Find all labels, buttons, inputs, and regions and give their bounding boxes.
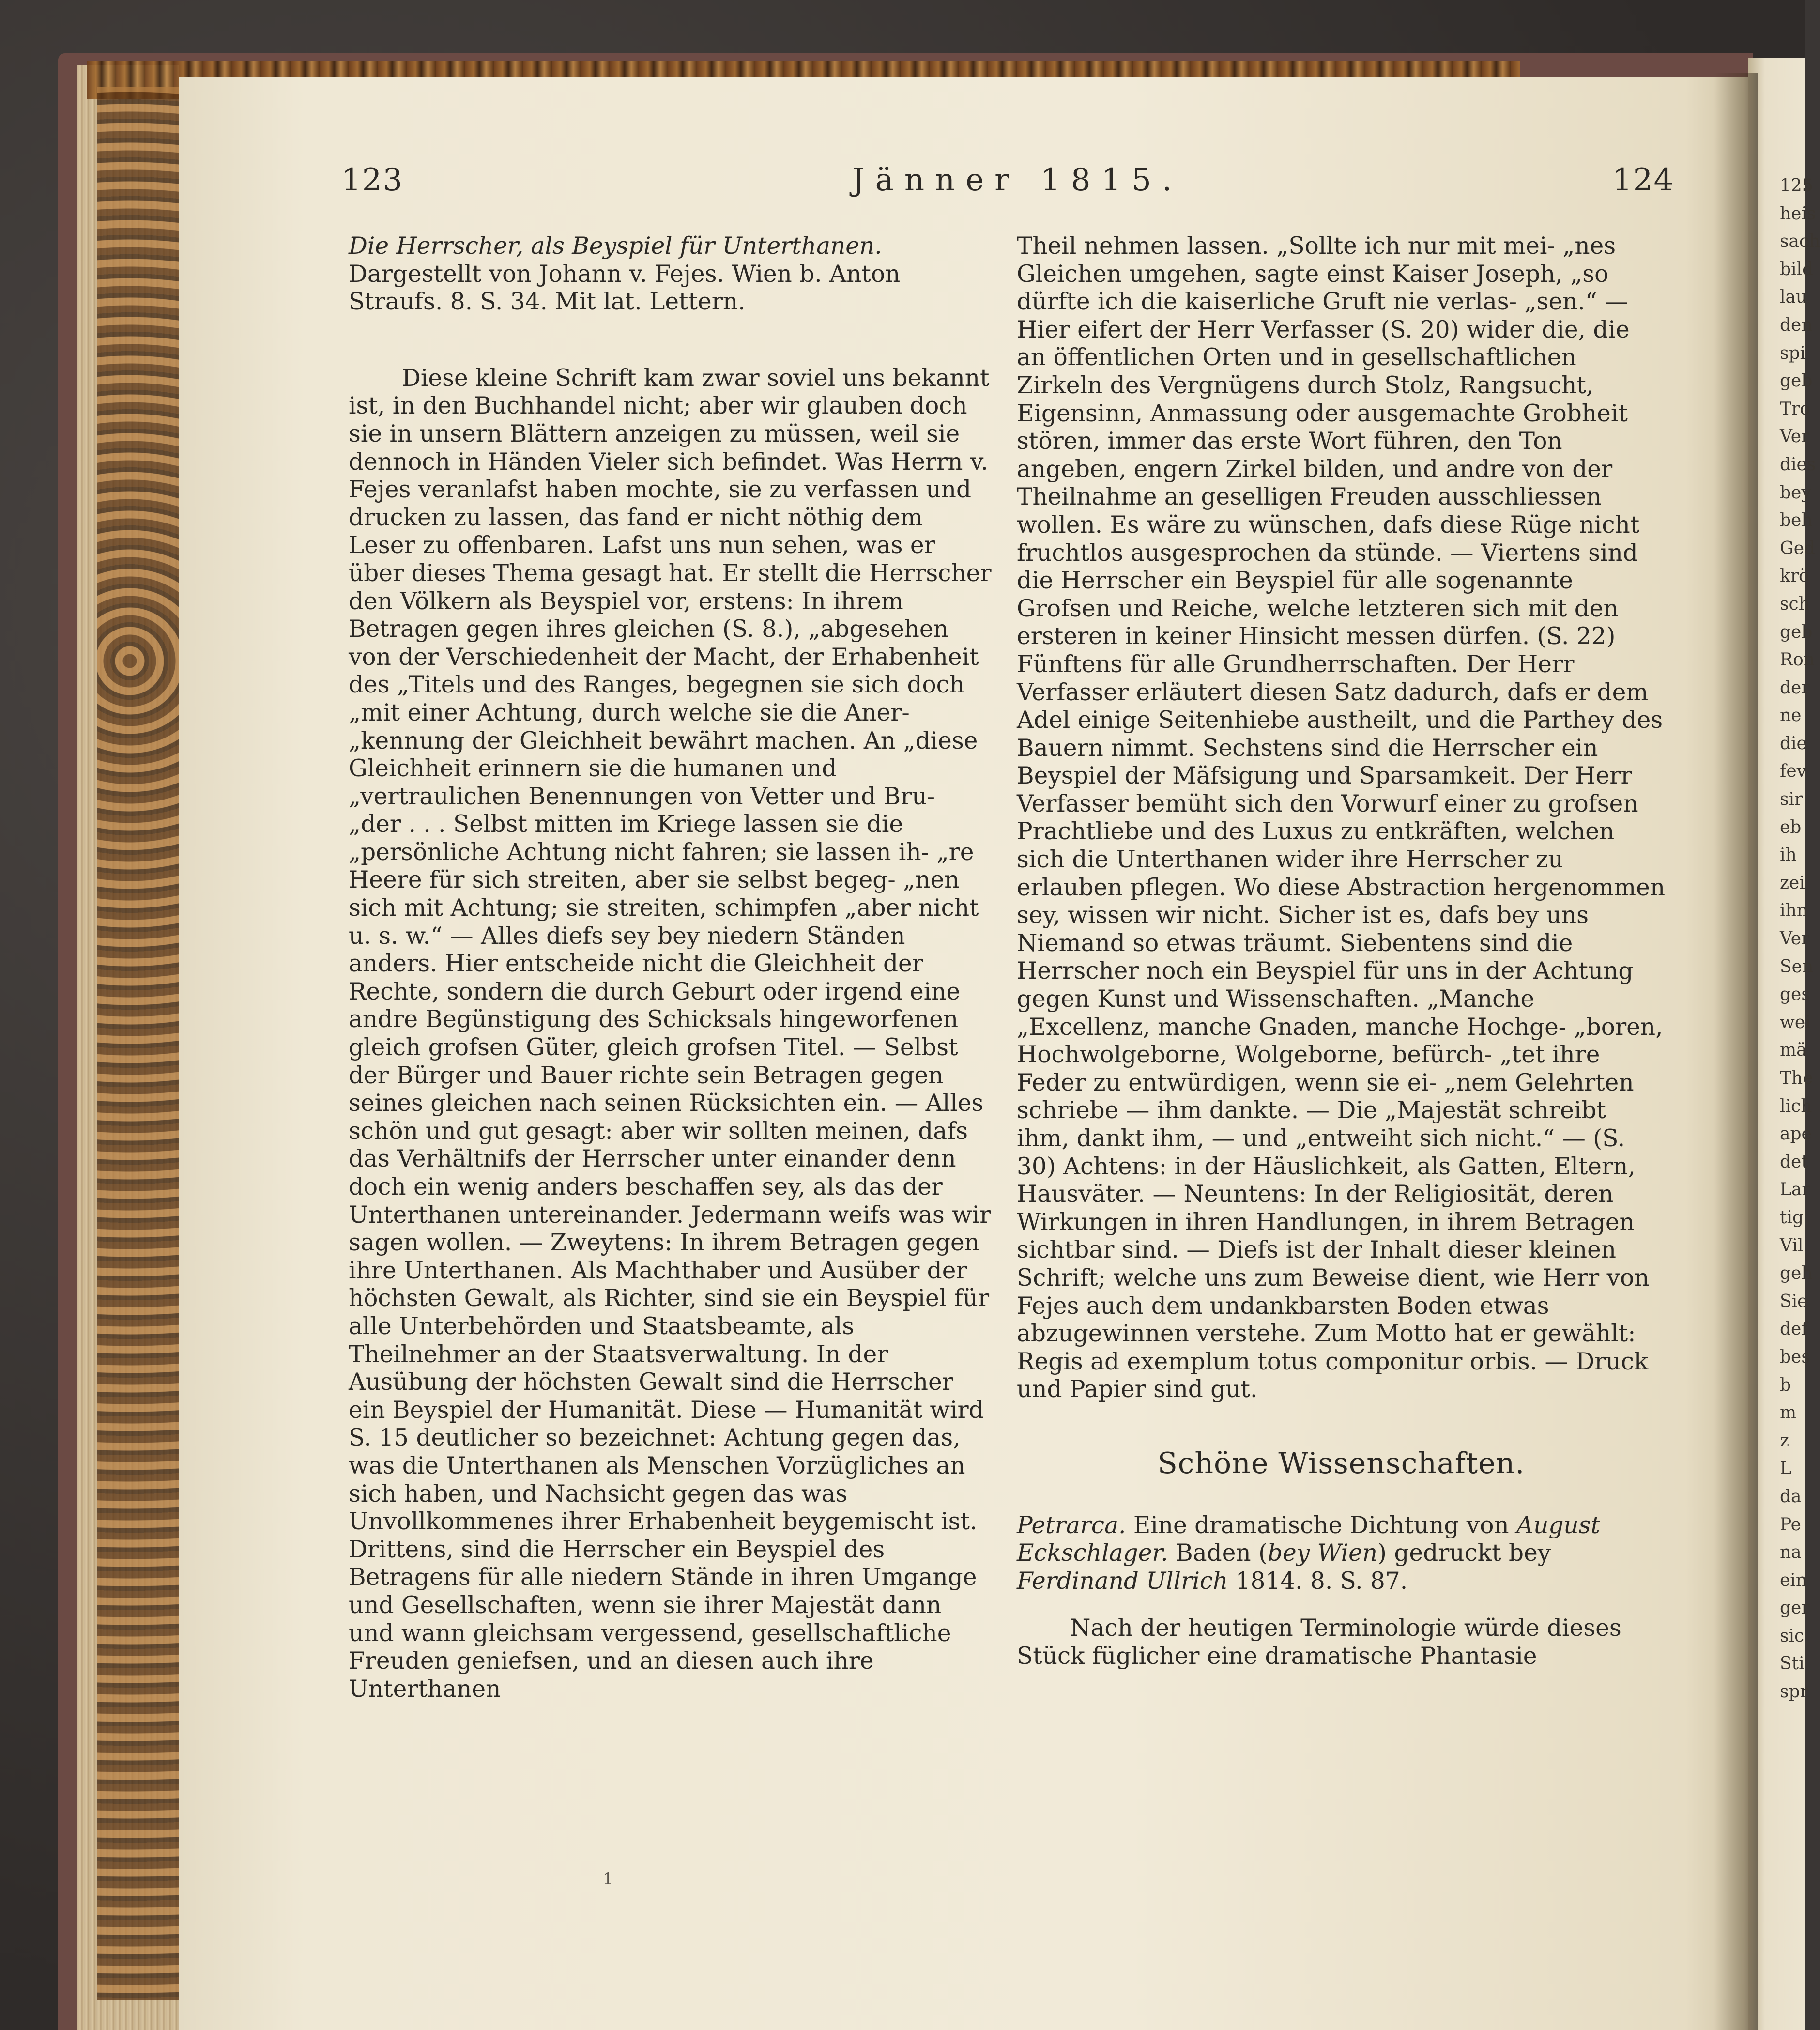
adjacent-line-fragment: z	[1780, 1430, 1789, 1451]
adjacent-line-fragment: da	[1780, 1486, 1802, 1507]
adjacent-line-fragment: det	[1780, 1152, 1808, 1172]
adjacent-line-fragment: tig	[1780, 1207, 1804, 1228]
spine-shadow	[1714, 73, 1758, 2030]
adjacent-line-fragment: geb	[1780, 371, 1813, 391]
adjacent-line-fragment: sir	[1780, 789, 1803, 810]
adjacent-line-fragment: lau	[1780, 287, 1807, 308]
left-column	[349, 232, 993, 1703]
adjacent-line-fragment: bild	[1780, 259, 1814, 279]
section-heading: Schöne Wissenschaften.	[1157, 1446, 1525, 1480]
adjacent-line-fragment: beh	[1780, 510, 1813, 531]
adjacent-line-fragment: Ver	[1780, 427, 1810, 447]
adjacent-line-fragment: sach	[1780, 231, 1820, 252]
adjacent-line-fragment: wei	[1780, 1012, 1811, 1032]
adjacent-line-fragment: ein	[1780, 1570, 1807, 1590]
adjacent-line-fragment: krö	[1780, 566, 1809, 586]
adjacent-line-fragment: Sie	[1780, 1291, 1808, 1311]
adjacent-line-fragment: lich	[1780, 1096, 1812, 1116]
adjacent-page-text	[1780, 172, 1820, 1706]
entry2-heading: Petrarca. Eine dramatische Dichtung von August Eckschlager. Baden (bey Wien) gedruckt bey Ferdinand Ullrich 1814. 8. S. 87.	[1017, 1511, 1600, 1595]
adjacent-line-fragment: bes	[1780, 1347, 1810, 1367]
marbled-edge-left	[97, 87, 179, 2000]
adjacent-line-fragment: geh	[1780, 1263, 1813, 1284]
adjacent-line-fragment: m	[1780, 1403, 1797, 1423]
adjacent-line-fragment: L	[1780, 1459, 1791, 1479]
adjacent-line-fragment: die	[1780, 733, 1807, 754]
adjacent-line-fragment: bey	[1780, 482, 1811, 503]
adjacent-line-fragment: ih	[1780, 845, 1797, 865]
adjacent-line-fragment: ihn	[1780, 901, 1808, 921]
adjacent-line-fragment: b	[1780, 1375, 1791, 1395]
adjacent-line-fragment: ger	[1780, 1598, 1810, 1618]
adjacent-line-fragment: sic	[1780, 1626, 1805, 1646]
adjacent-line-fragment: spi	[1780, 343, 1806, 363]
adjacent-line-fragment: Lar	[1780, 1180, 1810, 1200]
adjacent-line-fragment: Ged	[1780, 538, 1816, 558]
entry2-printer: Ferdinand Ullrich	[1017, 1567, 1228, 1595]
adjacent-line-fragment: Vil	[1780, 1235, 1804, 1256]
right-page-number: 124	[1612, 162, 1675, 198]
adjacent-line-fragment: Ver	[1780, 929, 1810, 949]
right-column	[1017, 232, 1666, 1671]
adjacent-line-fragment: spr	[1780, 1682, 1808, 1702]
adjacent-line-fragment: eb	[1780, 817, 1802, 837]
review-body: Diese kleine Schrift kam zwar soviel uns bekannt ist, in den Buchhandel nicht; aber wir glauben doch sie in unsern Blättern anzeigen zu müssen, weil sie dennoch in Händen Vieler sich befindet. Was Herrn v. Fejes veranlafst haben mochte, sie zu verfassen und drucken zu lassen, das fand er nicht nöthig dem Leser zu offenbaren. Lafst uns nun sehen, was er über dieses Thema gesagt hat. Er stellt die Herrscher den Völkern als Beyspiel vor, erstens: In ihrem Betragen gegen ihres gleichen (S. 8.), „abgesehen von der Verschiedenheit der Macht, der Erhabenheit des „Titels und des Ranges, begegnen sie sich doch „mit einer Achtung, durch welche sie die Aner- „kennung der Gleichheit bewährt machen. An „diese Gleichheit erinnern sie die humanen und „vertraulichen Benennungen von Vetter und Bru- „der . . . Selbst mitten im Kriege lassen sie die „persönliche Achtung nicht fahren; sie lassen ih- „re Heere für sich streiten, aber sie selbst begeg- „nen sich mit Achtung; sie streiten, schimpfen „aber nicht u. s. w.“ — Alles diefs sey bey niedern Ständen anders. Hier entscheide nicht die Gleichheit der Rechte, sondern die durch Geburt oder irgend eine andre Begünstigung des Schicksals hingeworfenen gleich grofsen Güter, gleich grofsen Titel. — Selbst der Bürger und Bauer richte sein Betragen gegen seines gleichen nach seinen Rücksichten ein. — Alles schön und gut gesagt: aber wir sollten meinen, dafs das Verhältnifs der Herrscher unter einander denn doch ein wenig anders beschaffen sey, als das der Unterthanen untereinander. Jedermann weifs was wir sagen wollen. — Zweytens: In ihrem Betragen gegen ihre Unterthanen. Als Machthaber und Ausüber der höchsten Gewalt, als Richter, sind sie ein Beyspiel für alle Unterbehörden und Staatsbeamte, als Theilnehmer an der Staatsverwaltung. In der Ausübung der höchsten Gewalt sind die Herrscher ein Beyspiel der Humanität. Diese — Humanität wird S. 15 deutlicher so bezeichnet: Achtung gegen das, was die Unterthanen als Menschen Vorzügliches an sich haben, und Nachsicht gegen das was Unvollkommenes ihrer Erhabenheit beygemischt ist. Drittens, sind die Herrscher ein Beyspiel des Betragens für alle niedern Stände in ihren Umgange und Gesellschaften, wenn sie ihrer Majestät dann und wann gleichsam vergessend, gesellschaftliche Freuden geniefsen, und an diesen auch ihre Unterthanen	[349, 364, 992, 1703]
running-title: Jänner 1815.	[852, 162, 1183, 198]
adjacent-line-fragment: Pe	[1780, 1514, 1801, 1535]
adjacent-line-fragment: dies	[1780, 454, 1816, 475]
adjacent-line-fragment: fev	[1780, 761, 1806, 782]
entry-title: Die Herrscher, als Beyspiel für Unterthanen.	[349, 232, 882, 260]
signature-mark: 1	[603, 1869, 613, 1889]
adjacent-line-fragment: den	[1780, 315, 1813, 335]
adjacent-line-fragment: sch	[1780, 594, 1810, 614]
adjacent-line-fragment: der	[1780, 677, 1810, 698]
adjacent-line-fragment: Sti	[1780, 1654, 1805, 1674]
adjacent-line-fragment: heis	[1780, 203, 1816, 224]
entry-citation: Dargestellt von Johann v. Fejes. Wien b. Anton Straufs. 8. S. 34. Mit lat. Lettern.	[349, 260, 901, 316]
adjacent-line-fragment: Tro	[1780, 399, 1810, 419]
left-page-number: 123	[341, 162, 404, 198]
entry-heading	[349, 232, 993, 316]
adjacent-line-fragment: ne	[1780, 706, 1802, 726]
adjacent-line-fragment: 125	[1780, 176, 1813, 196]
adjacent-line-fragment: ges	[1780, 984, 1810, 1005]
entry2-author: August Eckschlager.	[1017, 1511, 1600, 1567]
entry2-body: Nach der heutigen Terminologie würde dieses Stück füglicher eine dramatische Phantasie	[1017, 1615, 1621, 1670]
adjacent-line-fragment: mä	[1780, 1040, 1807, 1061]
adjacent-line-fragment: Ron	[1780, 650, 1815, 670]
adjacent-line-fragment: ape	[1780, 1124, 1812, 1144]
entry2-place: bey Wien	[1268, 1539, 1378, 1567]
adjacent-line-fragment: geb	[1780, 622, 1813, 642]
adjacent-line-fragment: The	[1780, 1068, 1813, 1088]
adjacent-line-fragment: zei	[1780, 873, 1805, 893]
adjacent-line-fragment: Sen	[1780, 956, 1814, 977]
adjacent-line-fragment: na	[1780, 1542, 1802, 1563]
review-body-continued: Theil nehmen lassen. „Sollte ich nur mit mei- „nes Gleichen umgehen, sagte einst Kaiser Joseph, „so dürfte ich die kaiserliche Gruft nie verlas- „sen.“ — Hier eifert der Herr Verfasser (S. 20) wider die, die an öffentlichen Orten und in gesellschaftlichen Zirkeln des Vergnügens durch Stolz, Rangsucht, Eigensinn, Anmassung oder ausgemachte Grobheit stören, immer das erste Wort führen, den Ton angeben, engern Zirkel bilden, und andre von der Theilnahme an geselligen Freuden ausschliessen wollen. Es wäre zu wünschen, dafs diese Rüge nicht fruchtlos ausgesprochen da stünde. — Viertens sind die Herrscher ein Beyspiel für alle sogenannte Grofsen und Reiche, welche letzteren sich mit den ersteren in keiner Hinsicht messen dürfen. (S. 22) Fünftens für alle Grundherrschaften. Der Herr Verfasser erläutert diesen Satz dadurch, dafs er dem Adel einige Seitenhiebe austheilt, und die Parthey des Bauern nimmt. Sechstens sind die Herrscher ein Beyspiel der Mäfsigung und Sparsamkeit. Der Herr Verfasser bemüht sich den Vorwurf einer zu grofsen Prachtliebe und des Luxus zu entkräften, welchen sich die Unterthanen wider ihre Herrscher zu erlauben pflegen. Wo diese Abstraction hergenommen sey, wissen wir nicht. Sicher ist es, dafs bey uns Niemand so etwas träumt. Siebentens sind die Herrscher noch ein Beyspiel für uns in der Achtung gegen Kunst und Wissenschaften. „Manche „Excellenz, manche Gnaden, manche Hochge- „boren, Hochwolgeborne, Wolgeborne, befürch- „tet ihre Feder zu entwürdigen, wenn sie ei- „nem Gelehrten schriebe — ihm dankte. — Die „Majestät schreibt ihm, dankt ihm, — und „entweiht sich nicht.“ — (S. 30) Achtens: in der Häuslichkeit, als Gatten, Eltern, Hausväter. — Neuntens: In der Religiosität, deren Wirkungen in ihren Handlungen, in ihrem Betragen sichtbar sind. — Diefs ist der Inhalt dieser kleinen Schrift; welche uns zum Beweise dient, wie Herr von Fejes auch dem undankbarsten Boden etwas abzugewinnen verstehe. Zum Motto hat er gewählt: Regis ad exemplum totus componitur orbis. — Druck und Papier sind gut.	[1017, 232, 1666, 1403]
entry2-title: Petrarca.	[1017, 1511, 1126, 1539]
adjacent-line-fragment: def	[1780, 1319, 1808, 1339]
